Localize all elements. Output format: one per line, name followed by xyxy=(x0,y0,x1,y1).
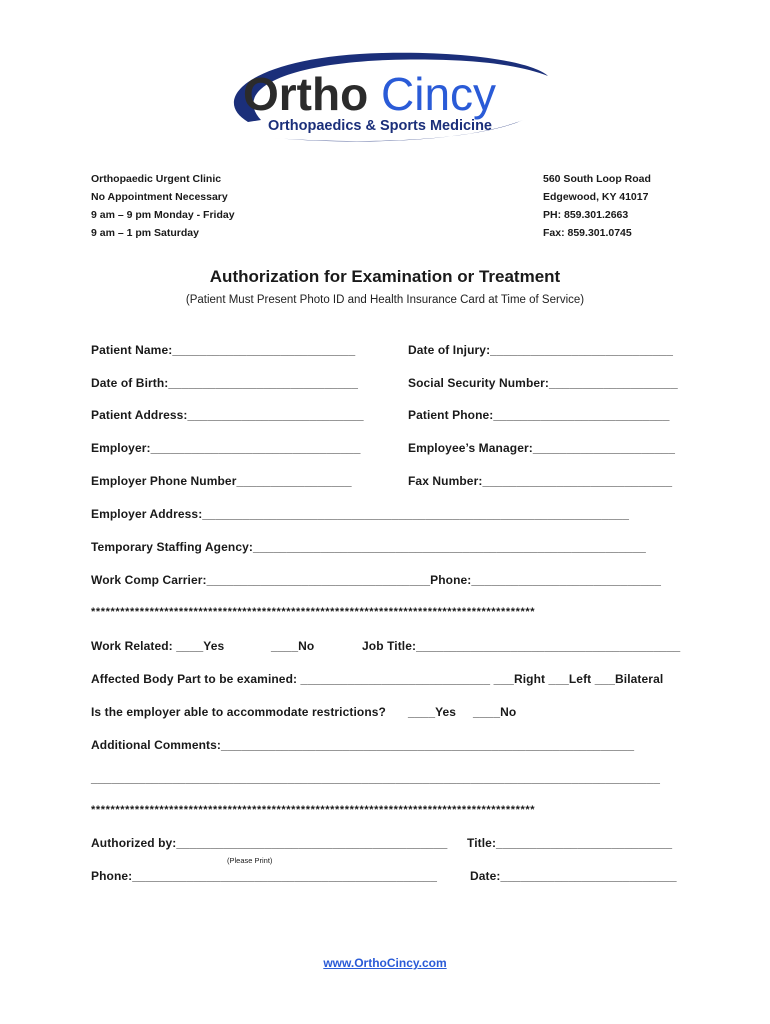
date-field[interactable]: Date:__________________________ xyxy=(470,869,677,883)
clinic-info xyxy=(91,170,235,242)
accommodate-yes[interactable]: ____Yes xyxy=(408,705,457,719)
accommodate-question: Is the employer able to accommodate restrictions? xyxy=(91,705,386,719)
work-related-yes[interactable]: Work Related: ____Yes xyxy=(91,639,225,653)
fax-number-field[interactable]: Fax Number:____________________________ xyxy=(408,474,673,488)
form-subtitle: (Patient Must Present Photo ID and Health Insurance Card at Time of Service) xyxy=(185,294,585,306)
accommodate-no[interactable]: ____No xyxy=(473,705,517,719)
ssn-field[interactable]: Social Security Number:___________________ xyxy=(408,376,678,390)
phone-field[interactable]: Phone:_____________________________________________ xyxy=(91,869,438,883)
patient-name-field[interactable]: Patient Name:___________________________ xyxy=(91,343,356,357)
date-of-injury-field[interactable]: Date of Injury:___________________________ xyxy=(408,343,674,357)
clinic-phone: PH: 859.301.2663 xyxy=(543,209,629,221)
divider-stars-2: ******************************************************************************************* xyxy=(91,804,536,816)
employee-manager-field[interactable]: Employee’s Manager:_____________________ xyxy=(408,441,676,455)
address-street: 560 South Loop Road xyxy=(543,173,651,185)
clinic-note: No Appointment Necessary xyxy=(91,191,228,203)
clinic-name: Orthopaedic Urgent Clinic xyxy=(91,173,222,185)
employer-address-field[interactable]: Employer Address:_______________________________________________________________ xyxy=(91,507,630,521)
logo-word-ortho: Ortho xyxy=(243,68,369,120)
additional-comments-field[interactable]: Additional Comments:_____________________________________________________________ xyxy=(91,738,635,752)
date-of-birth-field[interactable]: Date of Birth:____________________________ xyxy=(91,376,359,390)
clinic-hours-saturday: 9 am – 1 pm Saturday xyxy=(91,227,199,239)
work-related-no[interactable]: ____No xyxy=(271,639,315,653)
address-city: Edgewood, KY 41017 xyxy=(543,191,649,203)
patient-address-field[interactable]: Patient Address:__________________________ xyxy=(91,408,364,422)
work-comp-carrier-field[interactable]: Work Comp Carrier:_________________________________Phone:____________________________ xyxy=(91,573,662,587)
staffing-agency-field[interactable]: Temporary Staffing Agency:__________________________________________________________ xyxy=(91,540,646,554)
employer-field[interactable]: Employer:_______________________________ xyxy=(91,441,361,455)
clinic-fax: Fax: 859.301.0745 xyxy=(543,227,632,239)
logo-tagline: Orthopaedics & Sports Medicine xyxy=(268,118,492,134)
form-title: Authorization for Examination or Treatment xyxy=(209,267,561,286)
authorized-by-field[interactable]: Authorized by:________________________________________ xyxy=(91,836,448,850)
clinic-address xyxy=(543,170,651,242)
title-field[interactable]: Title:__________________________ xyxy=(467,836,673,850)
clinic-hours-weekday: 9 am – 9 pm Monday - Friday xyxy=(91,209,235,221)
patient-phone-field[interactable]: Patient Phone:__________________________ xyxy=(408,408,670,422)
logo-word-cincy: Cincy xyxy=(381,68,497,120)
divider-stars-1: ******************************************************************************************* xyxy=(91,606,536,618)
employer-phone-field[interactable]: Employer Phone Number_________________ xyxy=(91,474,352,488)
job-title-field[interactable]: Job Title:_______________________________________ xyxy=(362,639,681,653)
website-link[interactable]: www.OrthoCincy.com xyxy=(323,956,447,970)
additional-comments-line2[interactable]: ____________________________________________________________________________________ xyxy=(91,771,661,785)
body-part-field[interactable]: Affected Body Part to be examined: ____________________________ ___Right ___Left ___Bilateral xyxy=(91,672,664,686)
orthocincy-logo xyxy=(213,50,563,145)
please-print-note: (Please Print) xyxy=(227,856,273,865)
